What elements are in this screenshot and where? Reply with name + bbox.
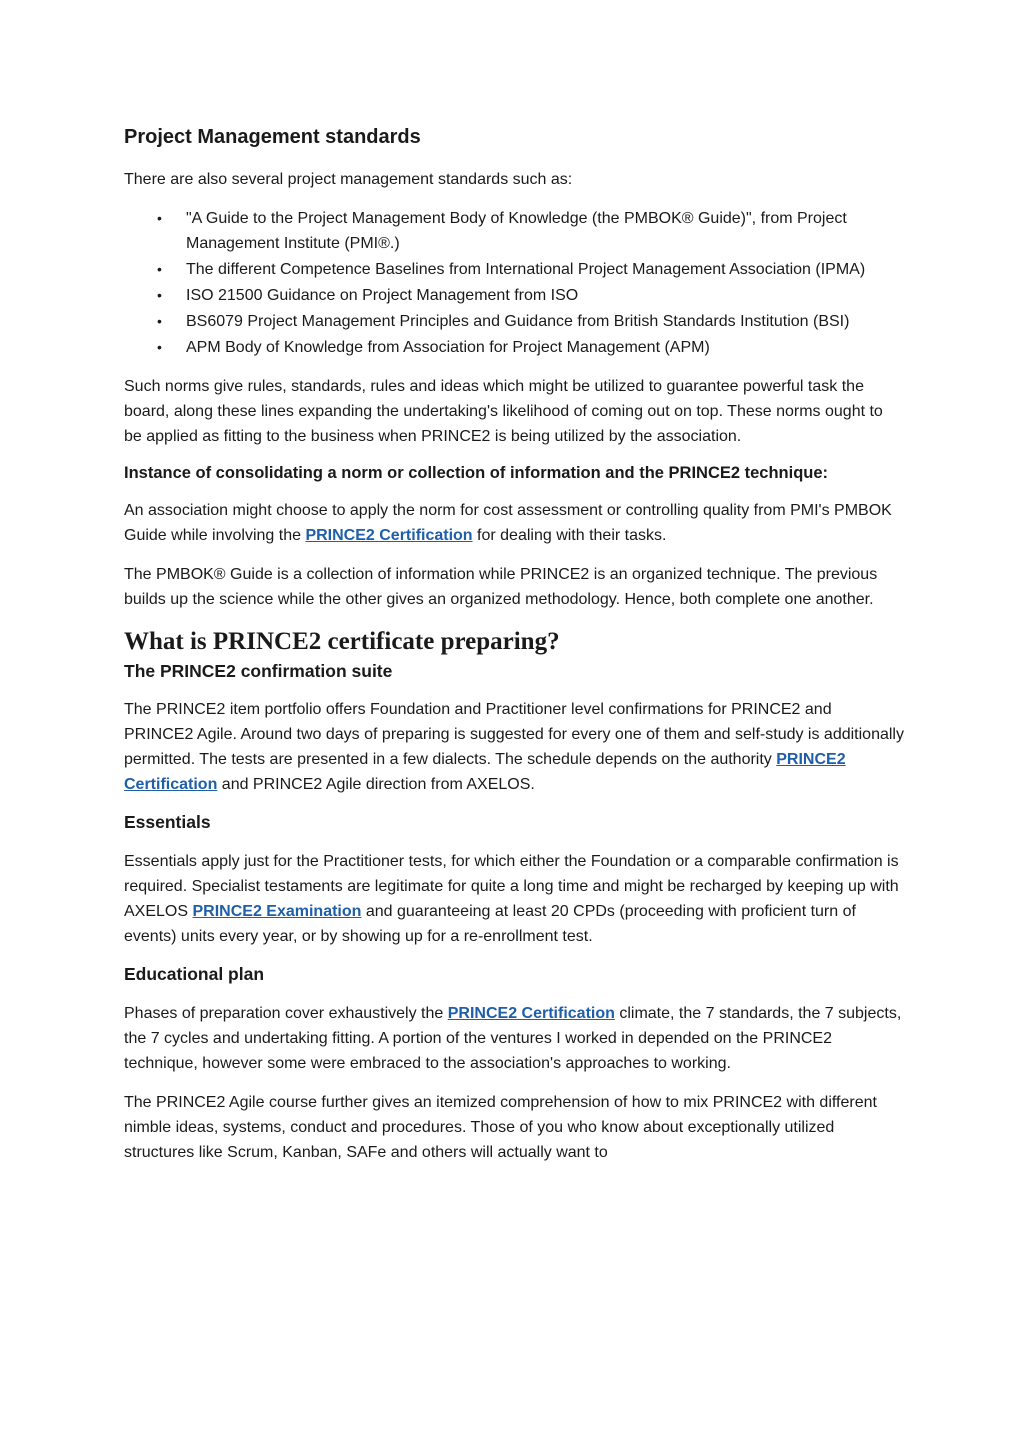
section-heading-consolidating: Instance of consolidating a norm or collection of information and the PRINCE2 technique: bbox=[124, 464, 829, 482]
paragraph-text: and guaranteeing at least 20 CPDs (proceeding with proficient turn of events) units every year, or by showing up for a re-enrollment test. bbox=[124, 903, 856, 946]
section-heading-educational-plan: Educational plan bbox=[124, 964, 265, 985]
portfolio-paragraph bbox=[124, 697, 904, 797]
paragraph-text: Essentials apply just for the Practitioner tests, for which either the Foundation or a comparable confirmation is required. Specialist testaments are legitimate for quite a long time and might be recharged by keeping up with AXELOS bbox=[124, 853, 899, 921]
document-page bbox=[124, 124, 904, 1179]
main-heading-prince2-preparing: What is PRINCE2 certificate preparing? bbox=[124, 628, 560, 656]
essentials-paragraph bbox=[124, 849, 904, 949]
prince2-certification-link[interactable]: PRINCE2 Certification bbox=[447, 1004, 615, 1022]
bullet-icon: • bbox=[157, 210, 162, 226]
bullet-icon: • bbox=[157, 287, 162, 303]
paragraph-text: climate, the 7 standards, the 7 subjects, the 7 cycles and undertaking fitting. A portion of the ventures I worked in depended on the PRINCE2 technique, however some were embraced to the association's approaches to working. bbox=[124, 1004, 902, 1072]
paragraph-text: The PRINCE2 item portfolio offers Foundation and Practitioner level confirmations for PRINCE2 and PRINCE2 Agile. Around two days of preparing is suggested for every one of them and self-study is additionally permitted. The tests are presented in a few dialects. The schedule depends on the authority bbox=[124, 701, 904, 769]
section-heading-essentials: Essentials bbox=[124, 812, 211, 833]
list-item-text: ISO 21500 Guidance on Project Management from ISO bbox=[186, 287, 579, 304]
paragraph-text: for dealing with their tasks. bbox=[472, 527, 667, 545]
list-item-text: "A Guide to the Project Management Body of Knowledge (the PMBOK® Guide)", from Project Management Institute (PMI®.) bbox=[186, 210, 847, 252]
norms-paragraph: Such norms give rules, standards, rules and ideas which might be utilized to guarantee powerful task the board, along these lines expanding the undertaking's likelihood of coming out on top. These norms ought to be applied as fitting to the business when PRINCE2 is being utilized by the association. bbox=[124, 378, 883, 445]
standards-list bbox=[124, 206, 904, 360]
phases-paragraph bbox=[124, 1001, 904, 1076]
bullet-icon: • bbox=[157, 339, 162, 355]
association-paragraph bbox=[124, 498, 904, 548]
prince2-certification-link[interactable]: PRINCE2 Certification bbox=[305, 527, 473, 545]
list-item bbox=[157, 257, 904, 282]
subheading-confirmation-suite: The PRINCE2 confirmation suite bbox=[124, 660, 393, 681]
paragraph-text: Phases of preparation cover exhaustively the bbox=[124, 1004, 448, 1022]
list-item bbox=[157, 283, 904, 308]
prince2-certification-link[interactable]: PRINCE2 Certification bbox=[124, 751, 846, 794]
pmbok-paragraph: The PMBOK® Guide is a collection of information while PRINCE2 is an organized technique. The previous builds up the science while the other gives an organized methodology. Hence, both complete one another. bbox=[124, 566, 878, 609]
section-heading-pm-standards: Project Management standards bbox=[124, 126, 421, 148]
list-item bbox=[157, 309, 904, 334]
list-item-text: The different Competence Baselines from International Project Management Association (IPMA) bbox=[186, 261, 866, 278]
list-item bbox=[157, 206, 904, 256]
bullet-icon: • bbox=[157, 261, 162, 277]
list-item-text: BS6079 Project Management Principles and Guidance from British Standards Institution (BSI) bbox=[186, 313, 850, 330]
bullet-icon: • bbox=[157, 313, 162, 329]
prince2-examination-link[interactable]: PRINCE2 Examination bbox=[192, 903, 362, 921]
pm-standards-intro: There are also several project management standards such as: bbox=[124, 171, 573, 188]
paragraph-text: An association might choose to apply the norm for cost assessment or controlling quality from PMI's PMBOK Guide while involving the bbox=[124, 502, 892, 545]
list-item bbox=[157, 335, 904, 360]
agile-course-paragraph: The PRINCE2 Agile course further gives an itemized comprehension of how to mix PRINCE2 with different nimble ideas, systems, conduct and procedures. Those of you who know about exceptionally utilized structures like Scrum, Kanban, SAFe and others will actually want to bbox=[124, 1093, 877, 1161]
paragraph-text: and PRINCE2 Agile direction from AXELOS. bbox=[217, 776, 535, 794]
list-item-text: APM Body of Knowledge from Association for Project Management (APM) bbox=[186, 339, 710, 356]
